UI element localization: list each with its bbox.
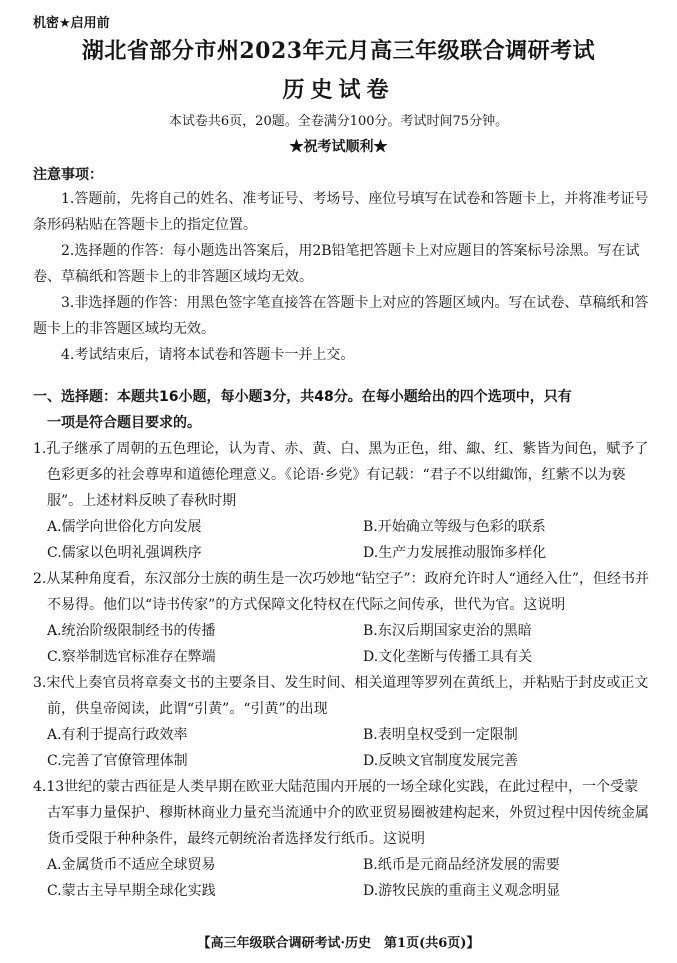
option-grid [33,618,649,670]
section-heading [33,384,649,436]
option-d: D.文化垄断与传播工具有关 [363,649,533,665]
subject-title: 历史试卷 [282,77,395,103]
question-list [33,436,649,904]
note-item: 2.选择题的作答：每小题选出答案后，用2B铅笔把答题卡上对应题目的答案标号涂黑。写在试卷、草稿纸和答题卡上的非答题区域均无效。 [33,243,640,285]
option-grid [33,852,649,904]
option-b: B.纸币是元商品经济发展的需要 [363,857,560,873]
option-b: B.东汉后期国家吏治的黑暗 [363,623,532,639]
question-stem: 2.从某种角度看，东汉部分士族的萌生是一次巧妙地“钻空子”：政府允许时人“通经入仕”，但经书并不易得。他们以“诗书传家”的方式保障文化特权在代际之间传承，世代为官。这说明 [33,571,649,613]
option-b: B.表明皇权受到一定限制 [363,727,518,743]
section-heading-line: 一、选择题：本题共16小题，每小题3分，共48分。在每小题给出的四个选项中，只有 [33,389,572,405]
note-item: 3.非选择题的作答：用黑色签字笔直接答在答题卡上对应的答题区域内。写在试卷、草稿纸和答题卡上的非答题区域均无效。 [33,295,649,337]
confidential-label: 机密★启用前 [33,16,110,31]
option-c: C.儒家以色明礼强调秩序 [47,545,202,561]
option-grid [33,514,649,566]
note-item: 1.答题前，先将自己的姓名、准考证号、考场号、座位号填写在试卷和答题卡上，并将准考证号条形码粘贴在答题卡上的指定位置。 [33,191,649,233]
page-footer: 【高三年级联合调研考试·历史 第1页(共6页)】 [197,936,480,951]
question-stem: 1.孔子继承了周朝的五色理论，认为青、赤、黄、白、黑为正色，绀、緅、红、紫皆为间色，赋予了色彩更多的社会尊卑和道德伦理意义。《论语·乡党》有记载：“君子不以绀緅饰，红紫不以为亵服”。上述材料反映了春秋时期 [33,441,649,509]
question-1 [33,436,649,566]
option-d: D.游牧民族的重商主义观念明显 [363,883,561,899]
section-heading-line: 一项是符合题目要求的。 [47,415,201,431]
notes-list [33,186,649,368]
option-a: A.金属货币不适应全球贸易 [47,857,216,873]
exam-title: 湖北省部分市州2023年元月高三年级联合调研考试 [81,38,596,64]
option-a: A.统治阶级限制经书的传播 [47,623,216,639]
option-c: C.完善了官僚管理体制 [47,753,188,769]
option-d: D.生产力发展推动服饰多样化 [363,545,547,561]
option-grid [33,722,649,774]
option-a: A.儒学向世俗化方向发展 [47,519,202,535]
question-4 [33,774,649,904]
note-item: 4.考试结束后，请将本试卷和答题卡一并上交。 [61,347,355,363]
option-c: C.蒙古主导早期全球化实践 [47,883,216,899]
question-stem: 4.13世纪的蒙古西征是人类早期在欧亚大陆范围内开展的一场全球化实践，在此过程中，一个受蒙古军事力量保护、穆斯林商业力量充当流通中介的欧亚贸易圈被建构起来，外贸过程中因传统金属货币受限于种种条件，最终元朝统治者选择发行纸币。这说明 [33,779,649,847]
question-3 [33,670,649,774]
exam-info: 本试卷共6页，20题。全卷满分100分。考试时间75分钟。 [168,114,509,129]
question-2 [33,566,649,670]
blessing-line: ★祝考试顺利★ [289,139,388,155]
option-d: D.反映文官制度发展完善 [363,753,519,769]
question-stem: 3.宋代上奏官员将章奏文书的主要条目、发生时间、相关道理等罗列在黄纸上，并粘贴于封皮或正文前，供皇帝阅读，此谓“引黄”。“引黄”的出现 [33,675,649,717]
option-a: A.有利于提高行政效率 [47,727,188,743]
notes-heading: 注意事项： [33,167,103,183]
option-c: C.察举制选官标准存在弊端 [47,649,216,665]
option-b: B.开始确立等级与色彩的联系 [363,519,546,535]
